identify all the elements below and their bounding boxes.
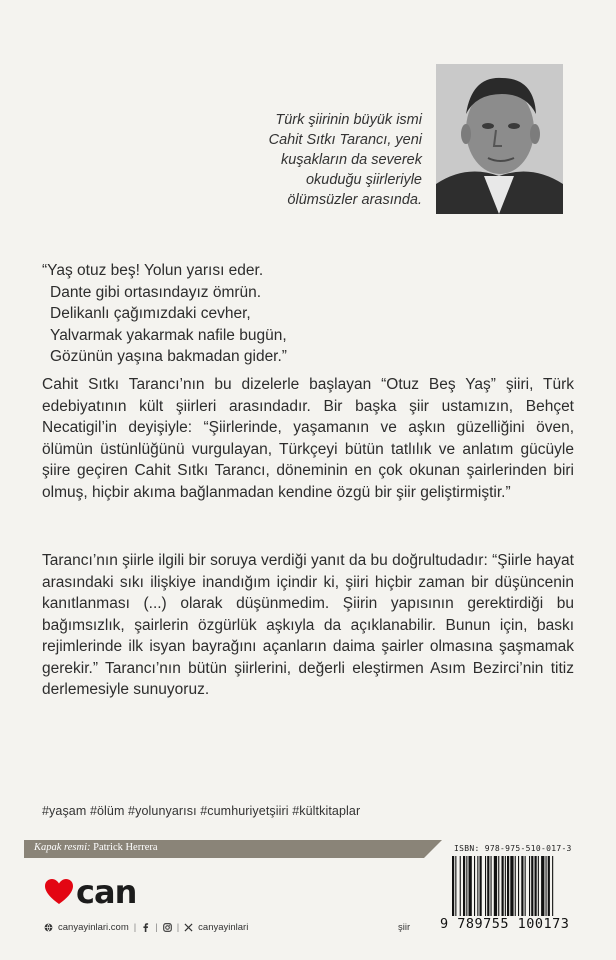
barcode-bar (494, 856, 497, 916)
poem-line: Delikanlı çağımızdaki cevher, (50, 305, 251, 322)
barcode-bar (510, 856, 513, 916)
description-paragraph-2: Tarancı’nın şiirle ilgili bir soruya verdiği yanıt da bu doğrultudadır: “Şiirle hayat arasındaki sıkı ilişkiye inandığım içindir ki, şiiri hiçbir zaman bir düşüncenin kanıtlanması (...) olarak düşünmedim. Şiirin yapısının gerektirdiği bu bağımsızlık, şairlerin özgürlük aşkıyla da açıklanabilir. Bunun için, baskı rejimlerinde ilk isyan bayrağını açanların daima şairler olmasına şaşmamak gerekir.” Tarancı’nın bütün şiirlerini, değerli eleştirmen Asım Bezirci’nin titiz derlemesiyle sunuyoruz. (42, 552, 574, 698)
heart-logo-icon (44, 878, 74, 906)
description-paragraph-1: Cahit Sıtkı Tarancı’nın bu dizelerle başlayan “Otuz Beş Yaş” şiiri, Türk edebiyatının kült şiirleri arasındadır. Bir başka şiir ustamızın, Behçet Necatigil’in deyişiyle: “Şiirlerinde, yaşamanın ve aşkın güzelliğini öven, ölümün üstünlüğünü vurgulayan, Türkçeyi bütün tatlılık ve anlatım gücüyle şiire geçiren Cahit Sıtkı Tarancı, döneminin en çok okunan şairlerinden biri olmuş, hiçbir akıma bağlanmadan kendine özgü bir şiir geliştirmiştir.” (42, 376, 574, 501)
author-portrait (436, 64, 563, 214)
barcode-bar (466, 856, 467, 916)
barcode-bar (541, 856, 544, 916)
barcode-bar (474, 856, 475, 916)
genre-label: şiir (398, 922, 411, 933)
author-photo (436, 64, 563, 214)
barcode-bar (521, 856, 523, 916)
barcode-bar (515, 856, 516, 916)
barcode-bar (487, 856, 489, 916)
barcode-bar (480, 856, 482, 916)
barcode-bar (502, 856, 504, 916)
barcode-bar (538, 856, 539, 916)
intro-line: ölümsüzler arasında. (287, 192, 422, 208)
barcode-bar (546, 856, 547, 916)
x-icon[interactable] (184, 923, 193, 932)
barcode-bar (460, 856, 461, 916)
barcode-bar (498, 856, 499, 916)
barcode-digits: 9 789755 100173 (440, 916, 580, 932)
divider: | (176, 922, 180, 933)
barcode-bar (507, 856, 509, 916)
barcode-bar (477, 856, 478, 916)
globe-icon (44, 923, 53, 932)
credit-name: Patrick Herrera (93, 842, 158, 853)
divider: | (133, 922, 137, 933)
barcode-bar (518, 856, 519, 916)
facebook-icon[interactable] (141, 923, 150, 932)
poem-line: Gözünün yaşına bakmadan gider.” (50, 348, 287, 365)
intro-line: okuduğu şiirleriyle (305, 172, 422, 188)
social-handle[interactable]: canyayinlari (198, 922, 249, 933)
barcode-bar (469, 856, 472, 916)
barcode-bar (525, 856, 526, 916)
cover-credit (34, 842, 158, 853)
intro-line: Türk şiirinin büyük ismi (275, 112, 422, 128)
publisher-logo (44, 875, 136, 909)
isbn-label: ISBN: 978-975-510-017-3 (454, 844, 572, 853)
poem-line: Dante gibi ortasındayız ömrün. (50, 283, 262, 301)
barcode-bar (463, 856, 465, 916)
website-link[interactable]: canyayinlari.com (58, 922, 129, 933)
credit-label: Kapak resmi: (34, 842, 91, 853)
barcode-bar (529, 856, 530, 916)
barcode-bar (491, 856, 492, 916)
intro-line: kuşakların da severek (280, 152, 422, 168)
intro-text (60, 110, 422, 210)
poem-line: “Yaş otuz beş! Yolun yarısı eder. (42, 262, 264, 279)
publisher-footer (44, 922, 248, 933)
barcode-bar (531, 856, 533, 916)
poem-line: Yalvarmak yakarmak nafile bugün, (50, 326, 287, 344)
hashtags: #yaşam #ölüm #yolunyarısı #cumhuriyetşiiri #kültkitaplar (42, 804, 361, 818)
poem-quote (42, 260, 562, 368)
barcode-bar (535, 856, 537, 916)
barcode-bar (485, 856, 486, 916)
instagram-icon[interactable] (163, 923, 172, 932)
logo-wordmark: can (76, 873, 137, 911)
intro-line: Cahit Sıtkı Tarancı, yeni (268, 132, 422, 148)
barcode-bar (548, 856, 550, 916)
divider: | (155, 922, 158, 933)
